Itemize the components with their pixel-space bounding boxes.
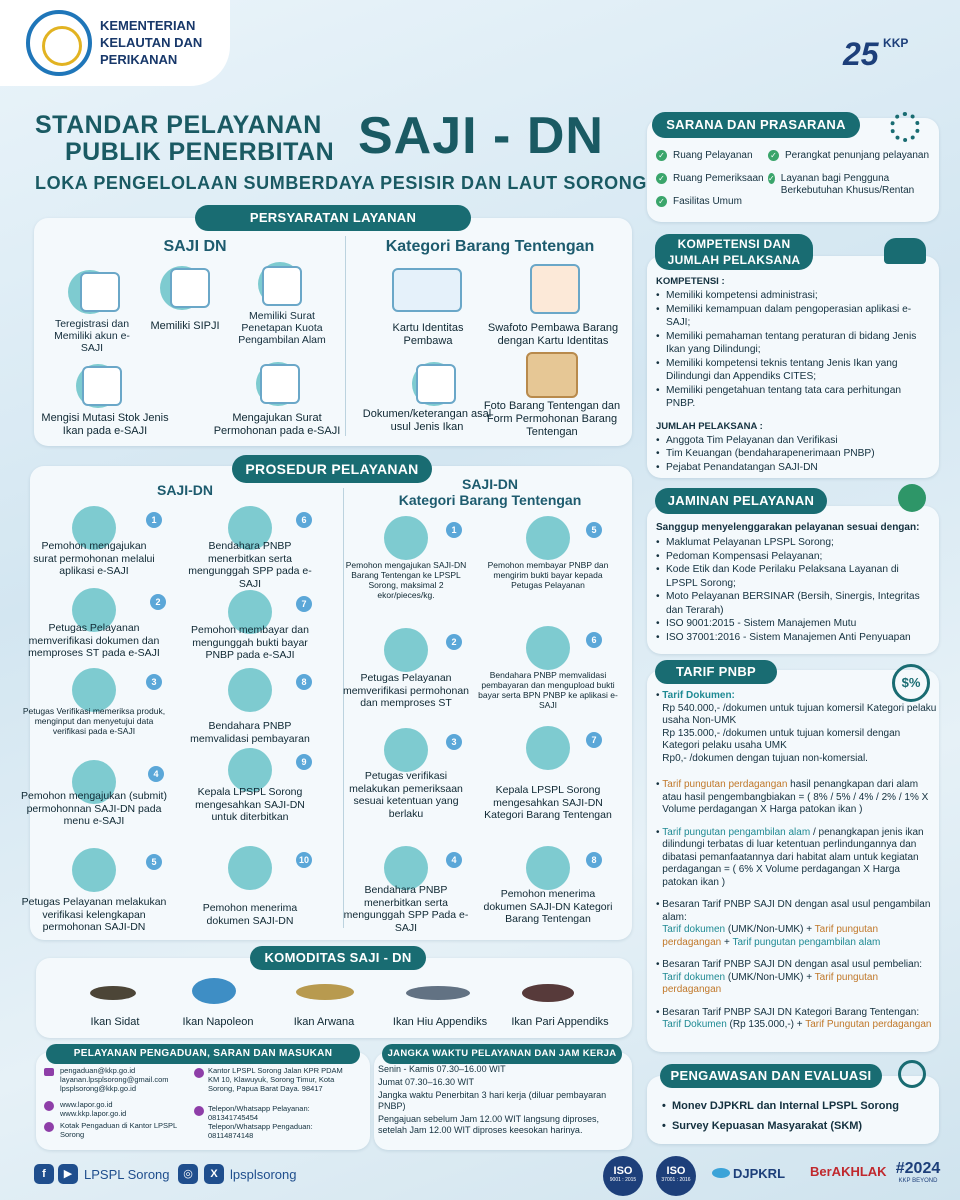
prosedur-right-step-icon bbox=[526, 846, 570, 890]
prosedur-left-step-icon bbox=[228, 668, 272, 712]
prosedur-right-step-label: Bendahara PNBP menerbitkan serta mengunggah SPP Pada e-SAJI bbox=[343, 884, 469, 934]
web-icon bbox=[44, 1101, 54, 1111]
prosedur-left-step-icon bbox=[228, 846, 272, 890]
req-kartu: Kartu Identitas Pembawa bbox=[392, 322, 464, 347]
prosedur-left-step-label: Kepala LPSPL Sorong mengesahkan SAJI-DN untuk diterbitkan bbox=[195, 786, 305, 823]
prosedur-right-step-number: 4 bbox=[446, 852, 462, 868]
prosedur-right-step-number: 3 bbox=[446, 734, 462, 750]
persyaratan-heading: PERSYARATAN LAYANAN bbox=[195, 205, 471, 231]
pengaduan-office: Kantor LPSPL Sorong Jalan KPR PDAM KM 10, Klawuyuk, Sorong Timur, Kota Sorong, Papua Barat Daya. 98417 bbox=[208, 1066, 343, 1093]
pengaduan-web: www.lapor.go.id www.kkp.lapor.go.id bbox=[60, 1100, 127, 1118]
kompetensi-heading: KOMPETENSI DAN JUMLAH PELAKSANA bbox=[655, 234, 813, 270]
prosedur-right-step-icon bbox=[526, 626, 570, 670]
pengawasan-heading: PENGAWASAN DAN EVALUASI bbox=[660, 1064, 882, 1088]
ministry-logo-box bbox=[0, 0, 230, 86]
id-card-icon bbox=[392, 268, 462, 312]
eel-icon bbox=[90, 986, 136, 1000]
prosedur-left-step-number: 3 bbox=[146, 674, 162, 690]
sarana-right: ✓ Perangkat penunjang pelayanan ✓ Layanan bagi Pengguna Berkebutuhan Khusus/Rentan bbox=[768, 150, 930, 197]
req-foto: Foto Barang Tentengan dan Form Permohonan Barang Tentengan bbox=[483, 400, 621, 438]
people-group-icon bbox=[884, 238, 926, 264]
phone-icon bbox=[194, 1106, 204, 1116]
djpkrl-logo: DJPKRL bbox=[712, 1166, 785, 1181]
sipji-doc-icon bbox=[170, 268, 210, 308]
facebook-icon[interactable]: f bbox=[34, 1164, 54, 1184]
prosedur-right-step-icon bbox=[384, 628, 428, 672]
subtitle-loka: LOKA PENGELOLAAN SUMBERDAYA PESISIR DAN LAUT SORONG bbox=[35, 173, 647, 193]
commodity-label: Ikan Napoleon bbox=[182, 1016, 254, 1028]
sarana-left: ✓ Ruang Pelayanan ✓ Ruang Pemeriksaan ✓ Fasilitas Umum bbox=[656, 150, 766, 207]
office-icon bbox=[194, 1068, 204, 1078]
youtube-icon[interactable]: ▶ bbox=[58, 1164, 78, 1184]
gears-icon bbox=[890, 112, 920, 142]
shark-icon bbox=[406, 986, 470, 1000]
req-surat: Mengajukan Surat Permohonan pada e-SAJI bbox=[213, 412, 341, 437]
prosedur-right-step-icon bbox=[526, 516, 570, 560]
prosedur-right-step-number: 6 bbox=[586, 632, 602, 648]
anniversary-logo: 25 $^{KKP}$ bbox=[843, 36, 909, 72]
commodity-label: Ikan Arwana bbox=[293, 1016, 355, 1028]
persyaratan-divider bbox=[345, 236, 346, 436]
jangka-lines: Senin - Kamis 07.30–16.00 WIT Jumat 07.30–16.30 WIT Jangka waktu Penerbitan 3 hari kerja (diluar pembayaran PNBP) Pengajuan sebelum Jam 12.00 WIT langsung diproses, setelah Jam 12.00 WIT diproses keesokan harinya. bbox=[378, 1064, 607, 1135]
arowana-icon bbox=[296, 984, 354, 1000]
req-registrasi: Teregistrasi dan Memiliki akun e-SAJI bbox=[54, 318, 130, 354]
email-icon bbox=[44, 1068, 54, 1076]
kompetensi-body: KOMPETENSI : • Memiliki kompetensi administrasi; • Memiliki kemampuan dalam pengoperasian aplikasi e-SAJI; • Memiliki pemahaman tentang peraturan di bidang Jenis Ikan yang Dilindungi; • Memiliki kompetensi teknis tentang Jenis Ikan yang Dilindungi dan Appendiks CITES; • Memiliki pengetahuan tentang tata cara perhitungan PNBP. JUMLAH PELAKSANA : • Anggota Tim Pelayanan dan Verifikasi • Tim Keuangan (bendaharapenerimaan PNBP) • Pejabat Penandatangan SAJI-DN bbox=[656, 276, 926, 474]
badge-icon bbox=[898, 484, 926, 512]
instagram-icon[interactable]: ◎ bbox=[178, 1164, 198, 1184]
prosedur-left-step-number: 10 bbox=[296, 852, 312, 868]
kkp-2024-tag: #2024 KKP BEYOND bbox=[895, 1160, 941, 1184]
jaminan-heading: JAMINAN PELAYANAN bbox=[655, 488, 827, 514]
prosedur-right-step-label: Pemohon membayar PNBP dan mengirim bukti bayar kepada Petugas Pelayanan bbox=[487, 560, 609, 590]
facebook-page-link[interactable]: LPSPL Sorong bbox=[84, 1167, 170, 1182]
req-swafoto: Swafoto Pembawa Barang dengan Kartu Identitas bbox=[487, 322, 619, 347]
req-sipji: Memiliki SIPJI bbox=[150, 320, 220, 332]
check-icon: ✓ bbox=[656, 173, 667, 184]
prosedur-left-step-number: 5 bbox=[146, 854, 162, 870]
surat-doc-icon bbox=[260, 364, 300, 404]
ministry-name: KEMENTERIAN KELAUTAN DAN PERIKANAN bbox=[100, 18, 203, 67]
prosedur-right-step-number: 8 bbox=[586, 852, 602, 868]
check-icon: ✓ bbox=[768, 174, 775, 184]
x-twitter-icon[interactable]: X bbox=[204, 1164, 224, 1184]
prosedur-left-step-number: 4 bbox=[148, 766, 164, 782]
kategori-title: Kategori Barang Tentengan bbox=[385, 238, 595, 255]
commodity-label: Ikan Pari Appendiks bbox=[511, 1016, 609, 1028]
pengawasan-body: • Monev DJPKRL dan Internal LPSPL Sorong • Survey Kepuasan Masyarakat (SKM) bbox=[662, 1100, 899, 1132]
prosedur-left-step-label: Petugas Pelayanan melakukan verifikasi kelengkapan permohonan SAJI-DN bbox=[21, 896, 167, 933]
garuda-emblem-icon bbox=[26, 10, 92, 76]
prosedur-left-step-number: 6 bbox=[296, 512, 312, 528]
prosedur-left-step-number: 1 bbox=[146, 512, 162, 528]
prosedur-left-step-label: Petugas Verifikasi memeriksa produk, menginput dan menyetujui data verifikasi pada e-SAJI bbox=[22, 706, 166, 736]
commodity-label: Ikan Hiu Appendiks bbox=[392, 1016, 488, 1028]
pengaduan-phones: Telepon/Whatsapp Pelayanan: 081341745454 Telepon/Whatsapp Pengaduan: 08114874148 bbox=[208, 1104, 313, 1140]
prosedur-left-step-label: Bendahara PNBP memvalidasi pembayaran bbox=[190, 720, 310, 745]
prosedur-right-step-icon bbox=[384, 728, 428, 772]
sarana-heading: SARANA DAN PRASARANA bbox=[652, 112, 860, 138]
selfie-icon bbox=[530, 264, 580, 314]
ray-icon bbox=[522, 984, 574, 1002]
instagram-handle[interactable]: lpsplsorong bbox=[230, 1167, 297, 1182]
kuota-doc-icon bbox=[262, 266, 302, 306]
mutasi-doc-icon bbox=[82, 366, 122, 406]
napoleon-fish-icon bbox=[192, 978, 236, 1004]
berakhlak-logo: BerAKHLAK bbox=[810, 1164, 887, 1179]
prosedur-left-step-label: Bendahara PNBP menerbitkan serta mengunggah SPP pada e-SAJI bbox=[188, 540, 312, 590]
prosedur-left-title: SAJI-DN bbox=[156, 482, 213, 498]
title-saji-dn: SAJI - DN bbox=[358, 107, 604, 165]
prosedur-left-step-label: Petugas Pelayanan memverifikasi dokumen dan memproses ST pada e-SAJI bbox=[28, 622, 160, 659]
tarif-heading: TARIF PNBP bbox=[655, 660, 777, 684]
jangka-heading: JANGKA WAKTU PELAYANAN DAN JAM KERJA bbox=[382, 1044, 622, 1064]
pengaduan-box: Kotak Pengaduan di Kantor LPSPL Sorong bbox=[60, 1121, 177, 1139]
check-icon: ✓ bbox=[656, 196, 667, 207]
prosedur-right-step-number: 2 bbox=[446, 634, 462, 650]
req-mutasi: Mengisi Mutasi Stok Jenis Ikan pada e-SAJI bbox=[41, 412, 169, 437]
prosedur-left-step-number: 7 bbox=[296, 596, 312, 612]
prosedur-left-step-label: Pemohon menerima dokumen SAJI-DN bbox=[202, 902, 298, 927]
prosedur-right-step-label: Pemohon mengajukan SAJI-DN Barang Tentengan ke LPSPL Sorong, maksimal 2 ekor/pieces/kg. bbox=[345, 560, 467, 600]
pengaduan-emails: pengaduan@kkp.go.id layanan.lpsplsorong@gmail.com lpsplsorong@kkp.go.id bbox=[60, 1066, 169, 1093]
saji-dn-title: SAJI DN bbox=[163, 238, 227, 255]
prosedur-right-step-label: Petugas Pelayanan memverifikasi permohonan dan memproses ST bbox=[342, 672, 470, 709]
prosedur-left-step-number: 9 bbox=[296, 754, 312, 770]
prosedur-left-step-icon bbox=[72, 848, 116, 892]
box-icon bbox=[526, 352, 578, 398]
iso-9001-badge: ISO 9001 : 2015 bbox=[603, 1156, 643, 1196]
prosedur-left-step-label: Pemohon mengajukan (submit) permohonnan SAJI-DN pada menu e-SAJI bbox=[21, 790, 167, 827]
title-standar: STANDAR PELAYANAN PUBLIK PENERBITAN bbox=[35, 111, 335, 166]
req-kuota: Memiliki Surat Penetapan Kuota Pengambilan Alam bbox=[238, 310, 326, 346]
prosedur-right-title: SAJI-DN Kategori Barang Tentengan bbox=[398, 476, 582, 508]
prosedur-left-step-label: Pemohon mengajukan surat permohonan melalui aplikasi e-SAJI bbox=[33, 540, 155, 577]
prosedur-left-step-number: 8 bbox=[296, 674, 312, 690]
prosedur-right-step-label: Petugas verifikasi melakukan pemeriksaan sesuai ketentuan yang berlaku bbox=[349, 770, 463, 820]
box-location-icon bbox=[44, 1122, 54, 1132]
prosedur-left-step-label: Pemohon membayar dan mengunggah bukti bayar PNBP pada e-SAJI bbox=[191, 624, 309, 661]
prosedur-heading: PROSEDUR PELAYANAN bbox=[232, 455, 432, 483]
prosedur-right-step-label: Bendahara PNBP memvalidasi pembayaran dan mengupload bukti bayar serta BPN PNBP ke aplikasi e-SAJI bbox=[478, 670, 618, 710]
commodity-label: Ikan Sidat bbox=[90, 1016, 140, 1028]
iso-37001-badge: ISO 37001 : 2016 bbox=[656, 1156, 696, 1196]
check-icon: ✓ bbox=[656, 150, 667, 161]
registration-doc-icon bbox=[80, 272, 120, 312]
dollar-percent-icon: $% bbox=[892, 664, 930, 702]
prosedur-right-step-number: 1 bbox=[446, 522, 462, 538]
prosedur-right-step-number: 5 bbox=[586, 522, 602, 538]
magnifier-chart-icon bbox=[898, 1060, 926, 1088]
check-icon: ✓ bbox=[768, 150, 779, 161]
komoditas-heading: KOMODITAS SAJI - DN bbox=[250, 946, 426, 970]
dokumen-doc-icon bbox=[416, 364, 456, 404]
tarif-body: • Tarif Dokumen: Rp 540.000,- /dokumen untuk tujuan komersil Kategori pelaku usaha Non-UMK Rp 135.000,- /dokumen untuk tujuan komersil dengan Kategori pelaku usaha UMK Rp0,- /dokumen dengan tujuan non-komersial. • Tarif pungutan perdagangan hasil penangkapan dari alam atau hasil pengembangbiakan = ( 8% / 5% / 4% / 2% / 1% X Volume perdagangan X Harga patokan ikan ) • Tarif pungutan pengambilan alam / penangkapan jenis ikan dilindungi terbatas di luar ketentuan perlindungannya dan dibatasi pemanfaatannya dari habitat alam untuk kegiatan perdagangan = ( 6% X Volume perdagangan X Harga patokan ikan ) • Besaran Tarif PNBP SAJI DN dengan asal usul pengambilan alam: Tarif dokumen (UMK/Non-UMK) + Tarif pungutan perdagangan + Tarif pungutan pengambilan alam • Besaran Tarif PNBP SAJI DN dengan asal usul pembelian: Tarif dokumen (UMK/Non-UMK) + Tarif pungutan perdagangan • Besaran Tarif PNBP SAJI DN Kategori Barang Tentengan: Tarif Dokumen (Rp 135.000,-) + Tarif Pungutan perdagangan bbox=[656, 690, 937, 1030]
prosedur-right-step-icon bbox=[526, 726, 570, 770]
pengaduan-heading: PELAYANAN PENGADUAN, SARAN DAN MASUKAN bbox=[46, 1044, 360, 1064]
prosedur-right-step-number: 7 bbox=[586, 732, 602, 748]
prosedur-right-step-label: Kepala LPSPL Sorong mengesahkan SAJI-DN Kategori Barang Tentengan bbox=[484, 784, 612, 821]
req-dokumen: Dokumen/keterangan asal usul Jenis Ikan bbox=[362, 408, 492, 433]
prosedur-left-step-number: 2 bbox=[150, 594, 166, 610]
wave-icon bbox=[712, 1168, 730, 1178]
prosedur-right-step-icon bbox=[384, 516, 428, 560]
prosedur-right-step-label: Pemohon menerima dokumen SAJI-DN Kategori Barang Tentengan bbox=[483, 888, 613, 925]
jaminan-body: Sanggup menyelenggarakan pelayanan sesuai dengan: • Maklumat Pelayanan LPSPL Sorong; • Pedoman Kompensasi Pelayanan; • Kode Etik dan Kode Perilaku Pelaksana Layanan di LPSPL Sorong; • Moto Pelayanan BERSINAR (Bersih, Sinergis, Integritas dan Terarah) • ISO 9001:2015 - Sistem Manajemen Mutu • ISO 37001:2016 - Sistem Manajemen Anti Penyuapan bbox=[656, 522, 932, 644]
